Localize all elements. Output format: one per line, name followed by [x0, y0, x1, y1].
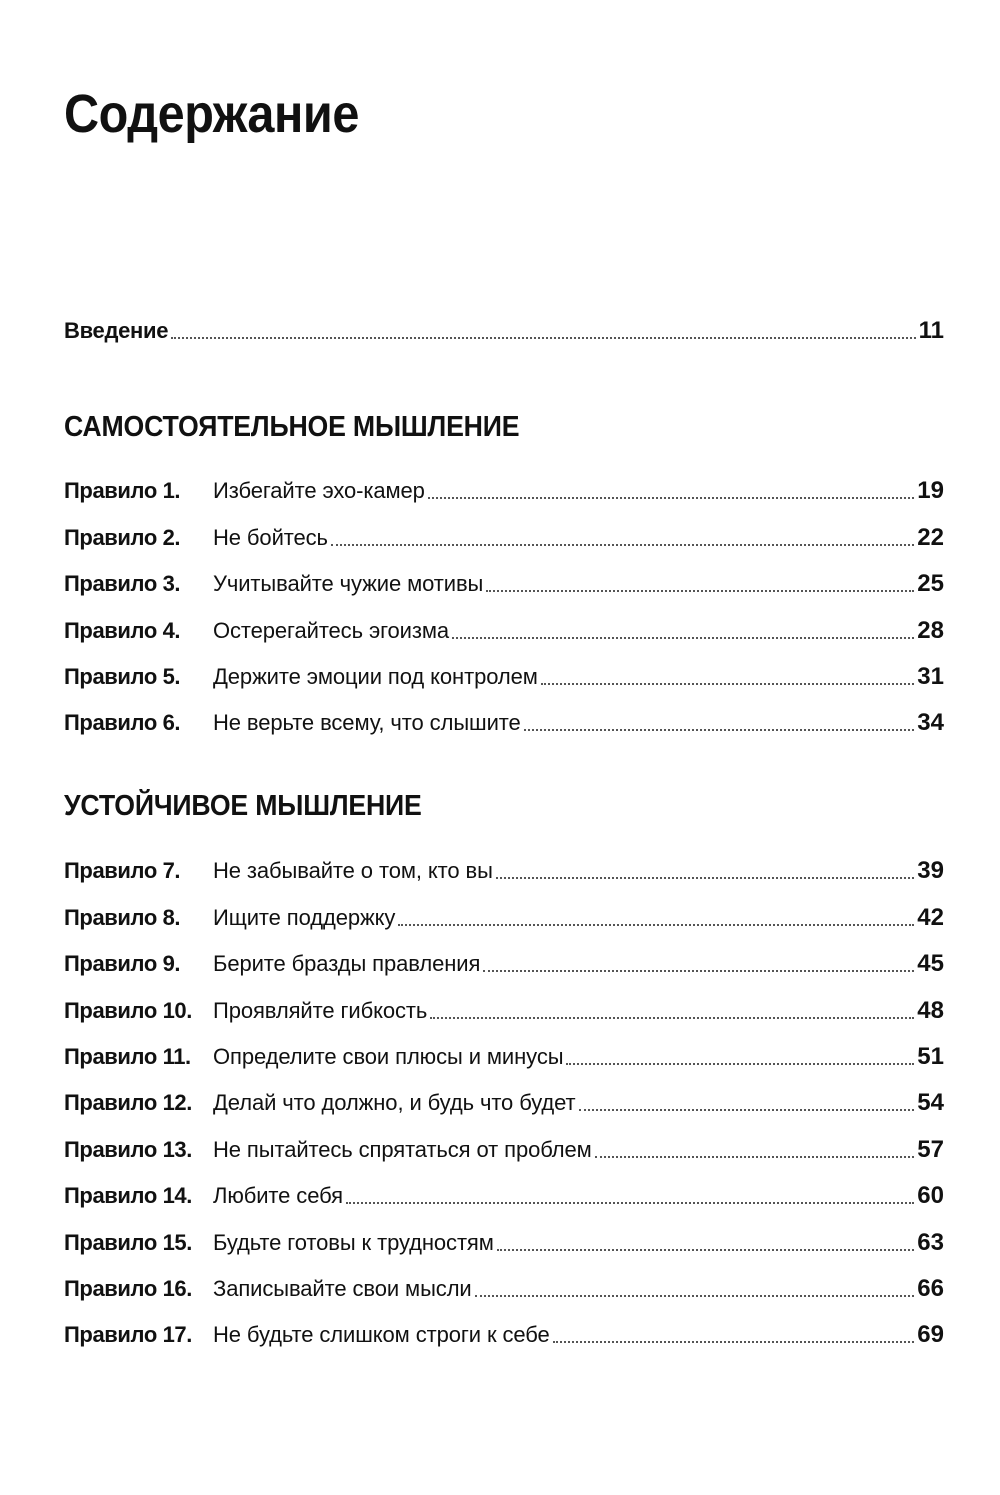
page-number: 57: [917, 1135, 944, 1163]
dot-leader: [171, 337, 915, 339]
page-number: 25: [917, 570, 944, 598]
toc-entry[interactable]: [64, 1024, 944, 1070]
rule-label: Правило 9.: [64, 951, 181, 977]
toc-entry[interactable]: [64, 597, 944, 643]
rule-label: Правило 16.: [64, 1275, 192, 1301]
rule-title: Не пытайтесь спрятаться от проблем: [213, 1136, 592, 1162]
toc-entry[interactable]: [64, 458, 944, 504]
rule-label: Правило 15.: [64, 1229, 192, 1255]
rule-label: Правило 7.: [64, 858, 181, 884]
rule-title: Проявляйте гибкость: [213, 997, 428, 1023]
rule-title: Делай что должно, и будь что будет: [213, 1090, 576, 1116]
page-number: 42: [917, 903, 944, 931]
page-number: 69: [917, 1321, 944, 1349]
rule-title: Не будьте слишком строги к себе: [213, 1322, 550, 1348]
toc-entry-introduction[interactable]: [64, 308, 944, 344]
toc-entry[interactable]: [64, 1256, 944, 1302]
toc-entry[interactable]: [64, 690, 944, 736]
section-heading-resilient-thinking: УСТОЙЧИВОЕ МЫШЛЕНИЕ: [64, 790, 422, 822]
rule-label: Правило 14.: [64, 1183, 192, 1209]
rule-label: Правило 11.: [64, 1043, 191, 1069]
dot-leader: [579, 1109, 915, 1111]
rule-title: Учитывайте чужие мотивы: [213, 571, 484, 597]
rule-title: Не бойтесь: [213, 524, 328, 550]
dot-leader: [496, 877, 914, 879]
rule-title: Избегайте эхо-камер: [213, 478, 425, 504]
rule-title: Записывайте свои мысли: [213, 1275, 472, 1301]
toc-entry[interactable]: [64, 1116, 944, 1162]
page-number: 48: [917, 996, 944, 1024]
page-number: 45: [917, 950, 944, 978]
rule-title: Не верьте всему, что слышите: [213, 710, 521, 736]
rule-title: Не забывайте о том, кто вы: [213, 858, 493, 884]
page-number: 51: [917, 1042, 944, 1070]
rule-label: Правило 5.: [64, 663, 181, 689]
section-heading-independent-thinking: САМОСТОЯТЕЛЬНОЕ МЫШЛЕНИЕ: [64, 411, 520, 443]
dot-leader: [398, 924, 914, 926]
toc-entry[interactable]: [64, 884, 944, 930]
page-number: 31: [917, 662, 944, 690]
toc-list-independent-thinking: [64, 458, 944, 736]
dot-leader: [524, 729, 915, 731]
page-number: 54: [917, 1089, 944, 1117]
rule-title: Любите себя: [213, 1183, 343, 1209]
page-number: 39: [917, 857, 944, 885]
page-number: 19: [917, 477, 944, 505]
rule-label: Правило 10.: [64, 997, 192, 1023]
dot-leader: [475, 1295, 915, 1297]
rule-label: Правило 17.: [64, 1322, 192, 1348]
rule-label: Правило 2.: [64, 524, 181, 550]
dot-leader: [483, 970, 914, 972]
dot-leader: [486, 590, 914, 592]
toc-entry[interactable]: [64, 838, 944, 884]
dot-leader: [541, 683, 915, 685]
rule-label: Правило 12.: [64, 1090, 192, 1116]
rule-title: Остерегайтесь эгоизма: [213, 617, 449, 643]
toc-entry[interactable]: [64, 1209, 944, 1255]
rule-title: Держите эмоции под контролем: [213, 663, 538, 689]
rule-label: Правило 3.: [64, 571, 181, 597]
toc-entry[interactable]: [64, 644, 944, 690]
dot-leader: [497, 1249, 915, 1251]
dot-leader: [430, 1017, 914, 1019]
rule-title: Берите бразды правления: [213, 951, 481, 977]
rule-label: Правило 6.: [64, 710, 181, 736]
rule-label: Правило 4.: [64, 617, 181, 643]
toc-entry[interactable]: [64, 1163, 944, 1209]
page-number: 66: [917, 1274, 944, 1302]
rule-label: Правило 8.: [64, 904, 181, 930]
page-number: 22: [917, 523, 944, 551]
dot-leader: [428, 497, 914, 499]
page-number: 63: [917, 1228, 944, 1256]
page-number: 11: [918, 317, 944, 344]
toc-entry[interactable]: [64, 931, 944, 977]
page-number: 34: [917, 709, 944, 737]
toc-entry[interactable]: [64, 551, 944, 597]
rule-label: Правило 1.: [64, 478, 181, 504]
page-number: 28: [917, 616, 944, 644]
dot-leader: [566, 1063, 914, 1065]
entry-title: Введение: [64, 318, 169, 343]
toc-list-resilient-thinking: [64, 838, 944, 1348]
dot-leader: [346, 1202, 914, 1204]
toc-entry[interactable]: [64, 1302, 944, 1348]
dot-leader: [553, 1341, 915, 1343]
rule-title: Ищите поддержку: [213, 904, 396, 930]
rule-title: Определите свои плюсы и минусы: [213, 1043, 564, 1069]
rule-label: Правило 13.: [64, 1136, 192, 1162]
page-title: Содержание: [64, 84, 359, 144]
page-number: 60: [917, 1182, 944, 1210]
toc-entry[interactable]: [64, 1070, 944, 1116]
dot-leader: [595, 1156, 915, 1158]
dot-leader: [452, 637, 914, 639]
toc-entry[interactable]: [64, 977, 944, 1023]
dot-leader: [331, 544, 914, 546]
toc-entry[interactable]: [64, 504, 944, 550]
rule-title: Будьте готовы к трудностям: [213, 1229, 494, 1255]
